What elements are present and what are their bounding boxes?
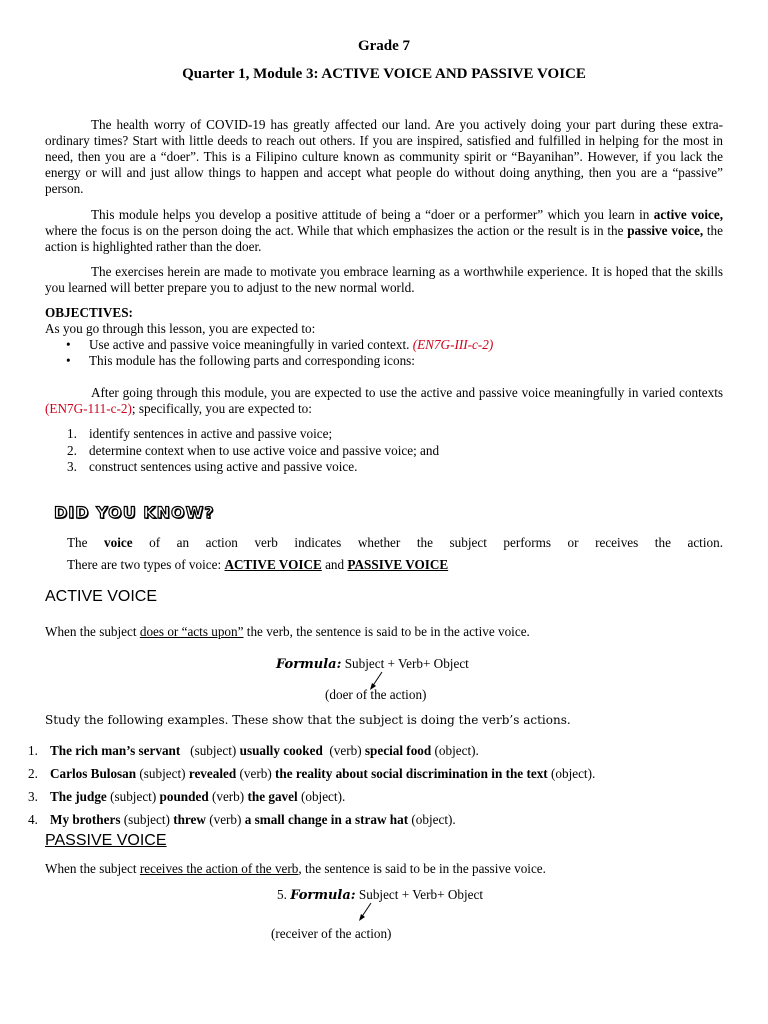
passive-item-number: 5. xyxy=(277,887,287,902)
study-examples-lead: Study the following examples. These show that the subject is doing the verb’s actions. xyxy=(45,713,571,727)
intro-paragraph-2 xyxy=(45,207,723,255)
intro-paragraph-1: The health worry of COVID-19 has greatly affected our land. Are you actively doing your part during these extra-ordinary times? Start with little deeds to reach out others. If you are inspired, satisfied and fulfilled in helping for the most in need, then you are a “doer”. This is a Filipino culture known as community spirit or “Bayanihan”. However, if you lack the energy or will and just allow things to happen and accept what people do without doing anything, then you are a “passive” person. xyxy=(45,117,723,196)
active-formula-note: (doer of the action) xyxy=(325,687,427,702)
objectives-bullets xyxy=(45,337,723,369)
list-item xyxy=(45,337,723,353)
active-voice-definition: When the subject does or “acts upon” the verb, the sentence is said to be in the active voice. xyxy=(45,624,530,639)
objectives-heading: OBJECTIVES: xyxy=(45,305,133,320)
formula-label: Formula: xyxy=(276,657,342,672)
formula-label: Formula: xyxy=(290,888,356,903)
arrow-down-left-icon xyxy=(357,902,373,922)
passive-formula xyxy=(277,887,483,904)
passive-voice-link-text: PASSIVE VOICE xyxy=(347,557,449,572)
list-item: 1. The rich man’s servant (subject) usually cooked (verb) special food (object). xyxy=(28,743,479,758)
receives-action-phrase: receives the action of the verb xyxy=(139,861,299,876)
module-title: Quarter 1, Module 3: ACTIVE VOICE AND PASSIVE VOICE xyxy=(182,66,586,82)
list-item: 3. construct sentences using active and passive voice. xyxy=(67,459,358,474)
passive-voice-heading: PASSIVE VOICE xyxy=(45,832,167,849)
acts-upon-phrase: does or “acts upon” xyxy=(139,624,244,639)
grade-heading: Grade 7 xyxy=(357,38,411,54)
voice-definition: The voice of an action verb indicates whether the subject performs or receives the action. xyxy=(67,535,723,550)
formula-text: Subject + Verb+ Object xyxy=(341,656,469,671)
list-item: 2. determine context when to use active voice and passive voice; and xyxy=(67,442,440,458)
after-text-b: ; specifically, you are expected to: xyxy=(131,401,312,416)
competency-code: (EN7G-111-c-2) xyxy=(45,401,132,416)
list-item: 4. My brothers (subject) threw (verb) a small change in a straw hat (object). xyxy=(28,812,456,827)
active-voice-heading: ACTIVE VOICE xyxy=(45,588,158,605)
formula-text: Subject + Verb+ Object xyxy=(355,887,484,902)
active-voice-term: active voice, xyxy=(653,207,723,222)
list-item: • This module has the following parts and corresponding icons: xyxy=(45,353,723,369)
intro-paragraph-3: The exercises herein are made to motivate you embrace learning as a worthwhile experience. It is hoped that the skills you learned will better prepare you to adjust to the new normal world. xyxy=(45,264,723,295)
two-types-line: There are two types of voice: ACTIVE VOICE and PASSIVE VOICE xyxy=(67,557,449,572)
passive-voice-term: passive voice, xyxy=(627,223,704,238)
after-module-paragraph xyxy=(45,385,723,417)
list-item: 3. The judge (subject) pounded (verb) the gavel (object). xyxy=(28,789,346,804)
passive-voice-definition: When the subject receives the action of the verb, the sentence is said to be in the passive voice. xyxy=(45,861,546,876)
intro-p2-text-e: the action is highlighted rather than the doer. xyxy=(45,223,723,254)
did-you-know-banner: DID YOU KNOW? xyxy=(54,503,215,522)
after-text-a: After going through this module, you are expected to use the active and passive voice meaningfully in varied contexts xyxy=(91,385,723,400)
specific-objectives-list xyxy=(45,426,723,476)
objectives-lead: As you go through this lesson, you are expected to: xyxy=(45,321,316,336)
list-item: 1. identify sentences in active and passive voice; xyxy=(67,426,333,441)
voice-term: voice xyxy=(104,535,133,550)
list-item: 2. Carlos Bulosan (subject) revealed (verb) the reality about social discrimination in the text (object). xyxy=(28,766,596,781)
competency-code: (EN7G-III-c-2) xyxy=(412,337,494,352)
objective-1-text: Use active and passive voice meaningfully in varied context. xyxy=(89,337,413,352)
intro-p2-text-c: where the focus is on the person doing the act. While that which emphasizes the action or the result is in the xyxy=(45,223,628,238)
passive-formula-note: (receiver of the action) xyxy=(271,926,392,941)
active-voice-link-text: ACTIVE VOICE xyxy=(224,557,322,572)
intro-p2-text-a: This module helps you develop a positive attitude of being a “doer or a performer” which you learn in xyxy=(91,207,654,222)
active-examples-list xyxy=(0,743,723,835)
